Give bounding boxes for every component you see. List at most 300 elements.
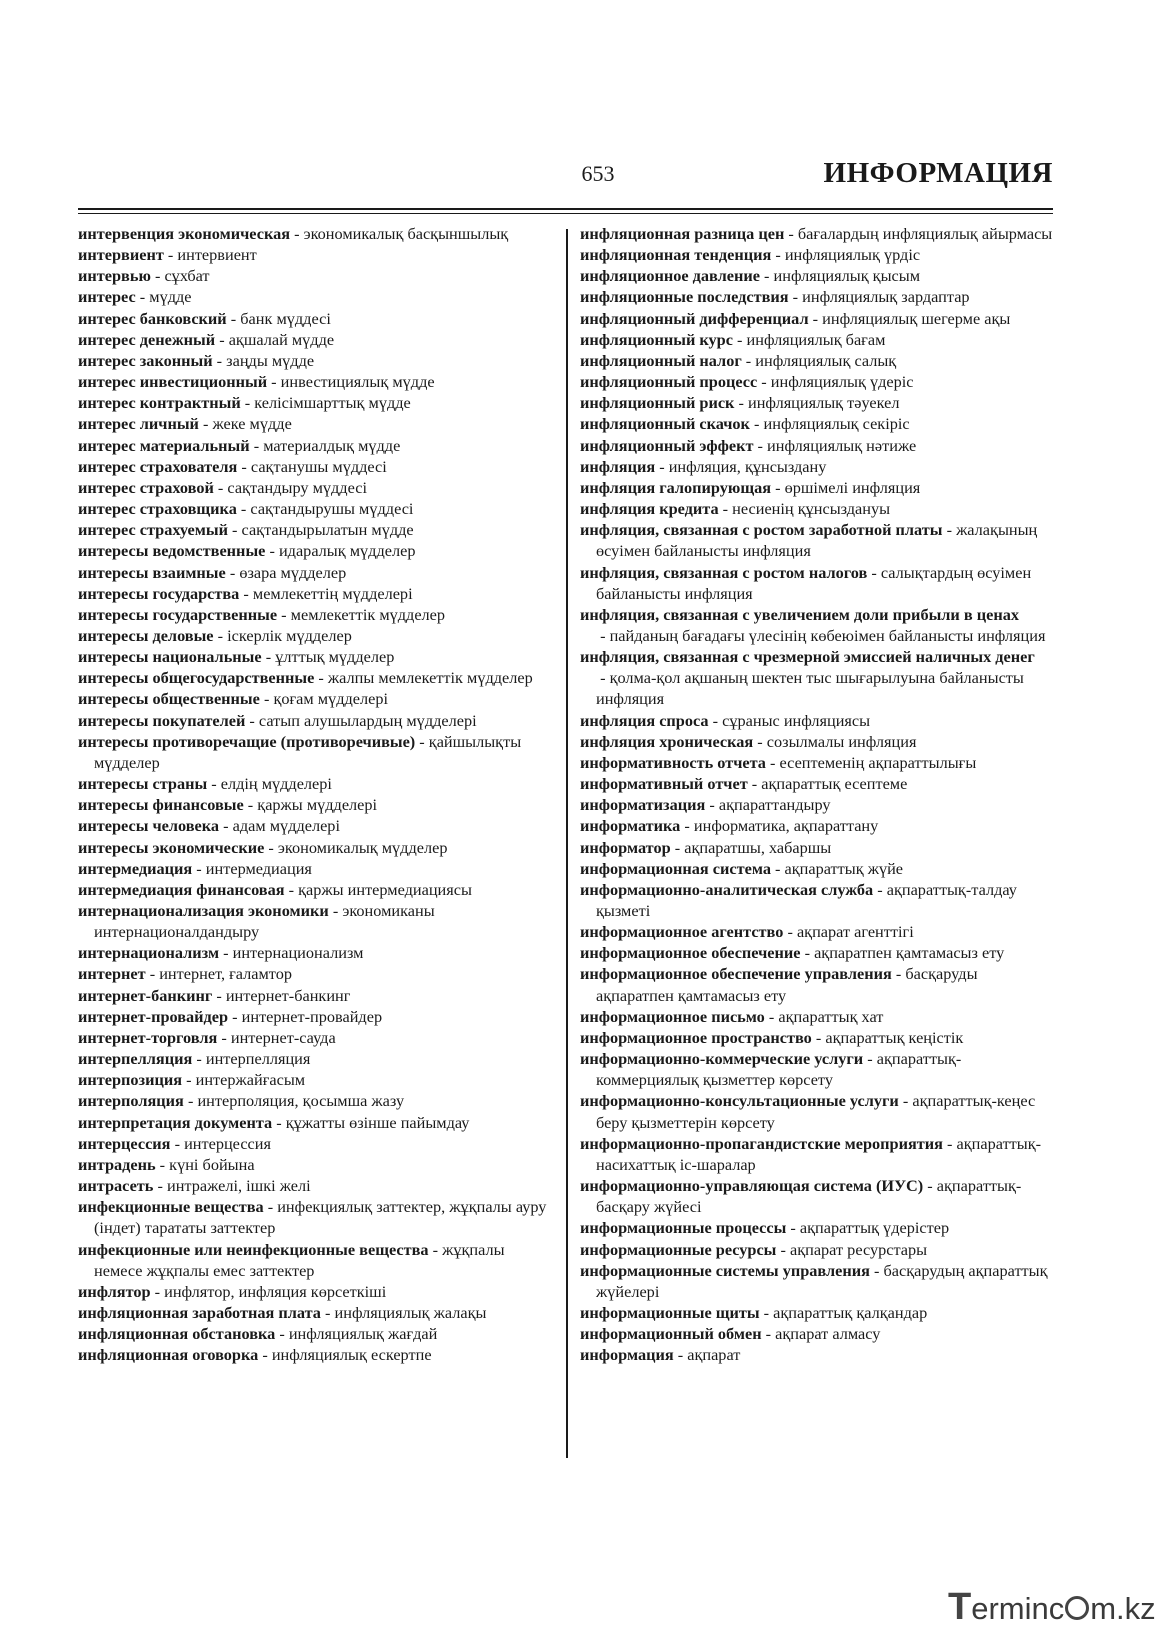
dictionary-entry — [580, 773, 1056, 794]
dictionary-entry — [580, 308, 1056, 329]
entry-separator: - — [680, 816, 694, 836]
dictionary-entry — [580, 286, 1056, 307]
dictionary-entry — [78, 837, 552, 858]
dictionary-entry — [580, 731, 1056, 752]
entry-term: инфляционное давление — [580, 266, 760, 286]
entry-separator: - — [225, 562, 240, 582]
dictionary-entry — [580, 858, 1056, 879]
dictionary-entry — [78, 963, 552, 984]
entry-term: интрасеть — [78, 1176, 154, 1196]
entry-definition: сұраныс инфляциясы — [722, 710, 871, 730]
entry-separator: - — [867, 562, 881, 582]
dictionary-entry — [580, 1133, 1056, 1175]
entry-term: интересы взаимные — [78, 562, 226, 582]
entry-definition: интержайғасым — [195, 1070, 306, 1090]
entry-separator: - — [243, 795, 258, 815]
entry-definition: күні бойына — [169, 1154, 255, 1174]
dictionary-entry — [78, 710, 552, 731]
entry-term: интернет-торговля — [78, 1027, 218, 1047]
entry-term: интересы страны — [78, 774, 208, 794]
entry-definition: ақпараттандыру — [718, 795, 831, 815]
entry-definition: ақпараттық кеңістік — [825, 1027, 964, 1047]
entry-separator: - — [771, 477, 785, 497]
dictionary-entry — [78, 942, 552, 963]
entry-definition: банк мүддесі — [240, 308, 331, 328]
entry-definition: экономикалық мүдделер — [277, 837, 448, 857]
entry-definition: сақтандырушы мүддесі — [250, 499, 414, 519]
entry-term: интересы человека — [78, 816, 220, 836]
entry-separator: - — [212, 350, 227, 370]
entry-definition: инвестициялық мүдде — [280, 372, 435, 392]
entry-term: интерес инвестиционный — [78, 372, 268, 392]
entry-term: информативность отчета — [580, 752, 766, 772]
entry-separator: - — [783, 922, 797, 942]
entry-definition: ақпараттық-басқару жүйесі — [596, 1176, 1022, 1217]
entry-term: инфляционный процесс — [580, 372, 758, 392]
entry-term: интересы покупателей — [78, 710, 246, 730]
termincom-logo — [948, 1587, 1156, 1627]
entry-separator: - — [942, 520, 957, 540]
entry-separator: - — [215, 329, 229, 349]
entry-term: интерес страхуемый — [78, 520, 228, 540]
entry-definition: интернет-сауда — [230, 1027, 336, 1047]
entry-term: инфляция, связанная с увеличением доли прибыли в ценах — [580, 604, 1020, 624]
dictionary-entry — [78, 731, 552, 773]
dictionary-entry — [580, 1090, 1056, 1132]
entry-separator: - — [670, 837, 685, 857]
page-header — [78, 155, 1053, 195]
entry-term: интервиент — [78, 245, 164, 265]
entry-separator: - — [942, 1133, 957, 1153]
dictionary-entry — [580, 456, 1056, 477]
entry-separator: - — [786, 1218, 800, 1238]
dictionary-entry — [580, 498, 1056, 519]
entry-definition: ақпараттық-кеңес беру қызметтерін көрсету — [596, 1091, 1036, 1132]
entry-term: информационное письмо — [580, 1006, 765, 1026]
entry-definition: материалдық мүдде — [263, 435, 401, 455]
entry-separator: - — [182, 1070, 196, 1090]
entry-definition: инфляциялық ескертпе — [271, 1345, 432, 1365]
entry-separator: - — [217, 1027, 231, 1047]
entry-definition: ақпарат агенттігі — [796, 922, 914, 942]
entry-separator: - — [873, 879, 887, 899]
entry-definition: қолма-қол ақшаның шектен тыс шығарылуына байланысты инфляция — [596, 668, 1024, 709]
entry-definition: инфляциялық салық — [755, 350, 897, 370]
entry-separator: - — [275, 1324, 289, 1344]
entry-term: информационно-пропагандистские мероприятия — [580, 1133, 943, 1153]
entry-definition: ақпараттық жүйе — [784, 858, 904, 878]
entry-term: информационные щиты — [580, 1302, 760, 1322]
entry-separator: - — [320, 1302, 335, 1322]
entry-term: информативный отчет — [580, 774, 748, 794]
entry-separator: - — [213, 625, 228, 645]
logo-letter-t: T — [948, 1586, 972, 1628]
entry-separator: - — [765, 752, 780, 772]
entry-term: информационные ресурсы — [580, 1239, 777, 1259]
entry-separator: - — [673, 1345, 688, 1365]
entry-term: инфляция хроническая — [580, 731, 754, 751]
entry-separator: - — [869, 1260, 884, 1280]
dictionary-entry — [78, 371, 552, 392]
entry-definition: созылмалы инфляция — [766, 731, 917, 751]
entry-term: информационные системы управления — [580, 1260, 870, 1280]
entry-separator: - — [170, 1133, 185, 1153]
dictionary-entry — [78, 392, 552, 413]
entry-definition: ұлттық мүдделер — [275, 647, 395, 667]
entry-term: интернет-провайдер — [78, 1006, 229, 1026]
entry-definition: инфляциялық нәтиже — [767, 435, 917, 455]
entry-definition: мемлекеттің мүдделері — [252, 583, 413, 603]
entry-definition: сатып алушылардың мүдделері — [258, 710, 477, 730]
entry-term: интерцессия — [78, 1133, 171, 1153]
entry-definition: басқаруды ақпаратпен қамтамасыз ету — [596, 964, 978, 1005]
entry-definition: жалпы мемлекеттік мүдделер — [327, 668, 533, 688]
dictionary-entry — [580, 435, 1056, 456]
entry-separator: - — [596, 668, 610, 688]
entry-definition: экономикалық басқыншылық — [303, 224, 509, 243]
entry-definition: елдің мүдделері — [220, 774, 332, 794]
entry-definition: инфляциялық секіріс — [763, 414, 910, 434]
entry-definition: бағалардың инфляциялық айырмасы — [797, 224, 1053, 243]
logo-text-a: erminc — [971, 1591, 1065, 1626]
entry-definition: интернет-провайдер — [241, 1006, 383, 1026]
entry-definition: сақтанушы мүддесі — [250, 456, 387, 476]
entry-definition: қайшылықты мүдделер — [94, 731, 522, 772]
entry-term: интернет-банкинг — [78, 985, 213, 1005]
entry-term: интересы ведомственные — [78, 541, 266, 561]
logo-text-b: m.kz — [1090, 1591, 1156, 1626]
entry-definition: құжатты өзінше пайымдау — [285, 1112, 470, 1132]
entry-separator: - — [741, 350, 756, 370]
entry-term: интерпелляция — [78, 1049, 193, 1069]
dictionary-entry — [580, 879, 1056, 921]
entry-term: интерес банковский — [78, 308, 227, 328]
entry-definition: ақпараттық үдерістер — [799, 1218, 950, 1238]
entry-separator: - — [753, 435, 768, 455]
entry-separator: - — [759, 266, 774, 286]
dictionary-entry — [78, 1112, 552, 1133]
entry-term: инфляционный эффект — [580, 435, 754, 455]
entry-term: интерес контрактный — [78, 393, 241, 413]
entry-term: информационный обмен — [580, 1324, 762, 1344]
dictionary-entry — [78, 583, 552, 604]
entry-separator: - — [145, 964, 160, 984]
entry-separator: - — [314, 668, 328, 688]
entry-separator: - — [784, 224, 798, 243]
entry-definition: ақпараттық қалқандар — [773, 1302, 928, 1322]
entry-term: информационно-консультационные услуги — [580, 1091, 899, 1111]
entry-term: интерес материальный — [78, 435, 250, 455]
dictionary-entry — [78, 1281, 552, 1302]
entry-definition: инфекциялық заттектер, жұқпалы ауру (індет) тарататы заттектер — [94, 1197, 547, 1238]
entry-separator: - — [718, 499, 733, 519]
entry-term: инфляционная разница цен — [580, 224, 785, 243]
entry-separator: - — [290, 224, 304, 243]
entry-term: интересы противоречащие (противоречивые) — [78, 731, 416, 751]
entry-definition: информатика, ақпараттану — [693, 816, 879, 836]
entry-term: интерес страховщика — [78, 499, 237, 519]
entry-term: инфляция — [580, 456, 656, 476]
left-column — [78, 223, 552, 1365]
entry-definition: сақтандырылатын мүдде — [241, 520, 414, 540]
entry-separator: - — [328, 901, 343, 920]
entry-term: интервенция экономическая — [78, 224, 291, 243]
entry-term: инфляция, связанная с ростом заработной платы — [580, 520, 943, 540]
entry-term: интерпозиция — [78, 1070, 183, 1090]
entry-term: инфляционные последствия — [580, 287, 789, 307]
dictionary-entry — [78, 519, 552, 540]
entry-definition: ақпаратшы, хабаршы — [684, 837, 832, 857]
entry-term: инфляционный налог — [580, 350, 742, 370]
section-title: ИНФОРМАЦИЯ — [823, 157, 1053, 189]
dictionary-entry — [78, 223, 552, 244]
dictionary-entry — [78, 1154, 552, 1175]
dictionary-entry — [580, 562, 1056, 604]
entry-definition: инфляциялық үрдіс — [784, 245, 921, 265]
dictionary-entry — [78, 858, 552, 879]
entry-separator: - — [163, 245, 178, 265]
entry-definition: қаржы интермедиациясы — [298, 879, 472, 899]
entry-separator: - — [808, 308, 823, 328]
entry-term: интрадень — [78, 1154, 156, 1174]
entry-definition: инфляциялық жағдай — [288, 1324, 438, 1344]
dictionary-entry — [78, 815, 552, 836]
dictionary-entry — [78, 244, 552, 265]
entry-definition: ақпараттық есептеме — [761, 774, 908, 794]
entry-term: инфляционный курс — [580, 329, 733, 349]
entry-definition: салықтардың өсуімен байланысты инфляция — [596, 562, 1032, 603]
entry-term: интерес денежный — [78, 329, 216, 349]
entry-term: инфекционные вещества — [78, 1197, 264, 1217]
dictionary-entry — [78, 477, 552, 498]
header-rule-thin — [78, 213, 1053, 214]
entry-definition: сұхбат — [164, 266, 210, 286]
entry-separator: - — [891, 964, 906, 984]
entry-definition: қаржы мүдделері — [257, 795, 378, 815]
entry-separator: - — [771, 245, 785, 265]
dictionary-entry — [78, 794, 552, 815]
entry-term: интересы экономические — [78, 837, 265, 857]
entry-separator: - — [267, 372, 281, 392]
dictionary-entry — [78, 625, 552, 646]
dictionary-entry — [580, 1239, 1056, 1260]
dictionary-entry — [580, 752, 1056, 773]
dictionary-entry — [78, 435, 552, 456]
entry-definition: ақпараттық-насихаттық іс-шаралар — [596, 1133, 1042, 1174]
entry-definition: инфляциялық үдеріс — [770, 372, 914, 392]
entry-separator: - — [747, 774, 762, 794]
dictionary-entry — [78, 667, 552, 688]
entry-separator: - — [198, 414, 213, 434]
entry-term: инфляция спроса — [580, 710, 709, 730]
entry-separator: - — [757, 372, 771, 392]
entry-term: интерес страховой — [78, 477, 214, 497]
entry-term: инфляционная обстановка — [78, 1324, 276, 1344]
dictionary-entry — [580, 963, 1056, 1005]
dictionary-entry — [580, 1260, 1056, 1302]
entry-term: интерес — [78, 287, 136, 307]
entry-separator: - — [135, 287, 150, 307]
entry-separator: - — [237, 456, 251, 476]
entry-separator: - — [764, 1006, 779, 1026]
dictionary-entry — [78, 540, 552, 561]
dictionary-entry — [580, 1048, 1056, 1090]
entry-separator: - — [240, 393, 255, 413]
dictionary-entry — [78, 286, 552, 307]
entry-separator: - — [776, 1239, 790, 1259]
dictionary-entry — [78, 498, 552, 519]
entry-term: интерес страхователя — [78, 456, 238, 476]
entry-term: интересы общественные — [78, 689, 260, 709]
entry-definition: өршімелі инфляция — [784, 477, 921, 497]
entry-separator: - — [249, 435, 264, 455]
entry-separator: - — [800, 943, 815, 963]
page-number: 653 — [581, 161, 615, 186]
dictionary-entry — [78, 604, 552, 625]
entry-definition: интермедиация — [205, 858, 312, 878]
entry-definition: мемлекеттік мүдделер — [290, 604, 446, 624]
entry-definition: жалақының өсуімен байланысты инфляция — [596, 520, 1038, 561]
entry-definition: интернет, ғаламтор — [159, 964, 292, 984]
dictionary-entry — [78, 1133, 552, 1154]
entry-term: интерполяция — [78, 1091, 184, 1111]
dictionary-entry — [580, 604, 1056, 646]
entry-definition: инфляциялық бағам — [746, 329, 886, 349]
dictionary-entry — [580, 371, 1056, 392]
entry-definition: интернет-банкинг — [225, 985, 351, 1005]
entry-term: инфляционный риск — [580, 393, 735, 413]
entry-definition: іскерлік мүдделер — [227, 625, 352, 645]
entry-term: информационные процессы — [580, 1218, 787, 1238]
entry-definition: өзара мүдделер — [239, 562, 347, 582]
dictionary-entry — [78, 456, 552, 477]
entry-definition: келісімшарттық мүдде — [254, 393, 411, 413]
entry-separator: - — [245, 710, 259, 730]
entry-term: информатизация — [580, 795, 706, 815]
entry-separator: - — [788, 287, 803, 307]
dictionary-entry — [580, 646, 1056, 709]
column-divider — [566, 229, 568, 1458]
dictionary-entry — [78, 900, 552, 942]
entry-term: инфляционный скачок — [580, 414, 750, 434]
entry-term: инфляция кредита — [580, 499, 719, 519]
entry-term: информационно-аналитическая служба — [580, 879, 874, 899]
entry-definition: инфляциялық шегерме ақы — [822, 308, 1011, 328]
entry-definition: жеке мүдде — [212, 414, 292, 434]
entry-separator: - — [259, 689, 274, 709]
dictionary-entry — [78, 879, 552, 900]
entry-separator: - — [258, 1345, 272, 1365]
entry-separator: - — [192, 1049, 206, 1069]
dictionary-entry — [78, 1048, 552, 1069]
dictionary-entry — [580, 1302, 1056, 1323]
entry-definition: заңды мүдде — [226, 350, 315, 370]
entry-term: информатика — [580, 816, 681, 836]
entry-term: инфляция галопирующая — [580, 477, 772, 497]
entry-definition: пайданың бағадағы үлесінің көбеюімен байланысты инфляция — [609, 625, 1046, 645]
dictionary-entry — [580, 1006, 1056, 1027]
dictionary-entry — [78, 329, 552, 350]
entry-definition: инфляциялық қысым — [773, 266, 920, 286]
dictionary-entry — [78, 562, 552, 583]
entry-definition: ақпараттық-коммерциялық қызметтер көрсету — [596, 1049, 962, 1090]
entry-separator: - — [708, 710, 723, 730]
entry-separator: - — [183, 1091, 198, 1111]
entry-term: интервью — [78, 266, 151, 286]
entry-term: инфляционный дифференциал — [580, 308, 809, 328]
entry-term: информация — [580, 1345, 674, 1365]
entry-term: информационная система — [580, 858, 771, 878]
entry-separator: - — [277, 604, 291, 624]
entry-definition: ақшалай мүдде — [228, 329, 335, 349]
entry-separator: - — [236, 499, 251, 519]
entry-separator: - — [150, 266, 165, 286]
entry-separator: - — [898, 1091, 913, 1111]
entry-term: интерпретация документа — [78, 1112, 273, 1132]
entry-term: инфляция, связанная с ростом налогов — [580, 562, 868, 582]
entry-separator: - — [753, 731, 767, 751]
entry-separator: - — [212, 985, 226, 1005]
dictionary-entry — [580, 350, 1056, 371]
entry-definition: қоғам мүдделері — [273, 689, 389, 709]
entry-term: информационно-управляющая система (ИУС) — [580, 1176, 924, 1196]
dictionary-entry — [78, 1175, 552, 1196]
entry-definition: идаралық мүдделер — [278, 541, 416, 561]
entry-term: информационно-коммерческие услуги — [580, 1049, 864, 1069]
entry-separator: - — [227, 520, 242, 540]
entry-term: интернет — [78, 964, 146, 984]
entry-term: информационное пространство — [580, 1027, 812, 1047]
dictionary-entry — [78, 646, 552, 667]
entry-term: интересы государственные — [78, 604, 278, 624]
entry-term: инфляционная оговорка — [78, 1345, 259, 1365]
entry-separator: - — [923, 1176, 937, 1196]
entry-term: информационное агентство — [580, 922, 784, 942]
dictionary-entry — [580, 921, 1056, 942]
header-rule-thick — [78, 208, 1053, 210]
entry-term: инфляционная тенденция — [580, 245, 772, 265]
entry-separator: - — [261, 647, 276, 667]
dictionary-entry — [580, 837, 1056, 858]
dictionary-entry — [580, 710, 1056, 731]
entry-term: инфляционная заработная плата — [78, 1302, 321, 1322]
entry-separator: - — [272, 1112, 286, 1132]
entry-definition: ақпарат алмасу — [775, 1324, 881, 1344]
entry-term: инфекционные или неинфекционные вещества — [78, 1239, 429, 1259]
entry-definition: несиенің құнсыздануы — [732, 499, 891, 519]
entry-separator: - — [153, 1176, 167, 1196]
entry-separator: - — [219, 816, 233, 836]
entry-separator: - — [192, 858, 206, 878]
right-column — [580, 223, 1056, 1365]
entry-definition: ақпараттық хат — [778, 1006, 884, 1026]
entry-separator: - — [732, 329, 747, 349]
entry-separator: - — [655, 456, 669, 476]
entry-term: интересы финансовые — [78, 795, 244, 815]
entry-term: инфляция, связанная с чрезмерной эмиссией наличных денег — [580, 647, 1035, 667]
entry-separator: - — [228, 1006, 242, 1026]
entry-definition: интернационализм — [232, 943, 364, 963]
dictionary-entry — [78, 1323, 552, 1344]
entry-term: информационное обеспечение — [580, 943, 801, 963]
dictionary-entry — [78, 688, 552, 709]
dictionary-entry — [78, 1239, 552, 1281]
entry-separator: - — [219, 943, 233, 963]
logo-ring-icon — [1065, 1596, 1089, 1620]
entry-term: интермедиация финансовая — [78, 879, 285, 899]
dictionary-entry — [78, 308, 552, 329]
entry-separator: - — [761, 1324, 776, 1344]
